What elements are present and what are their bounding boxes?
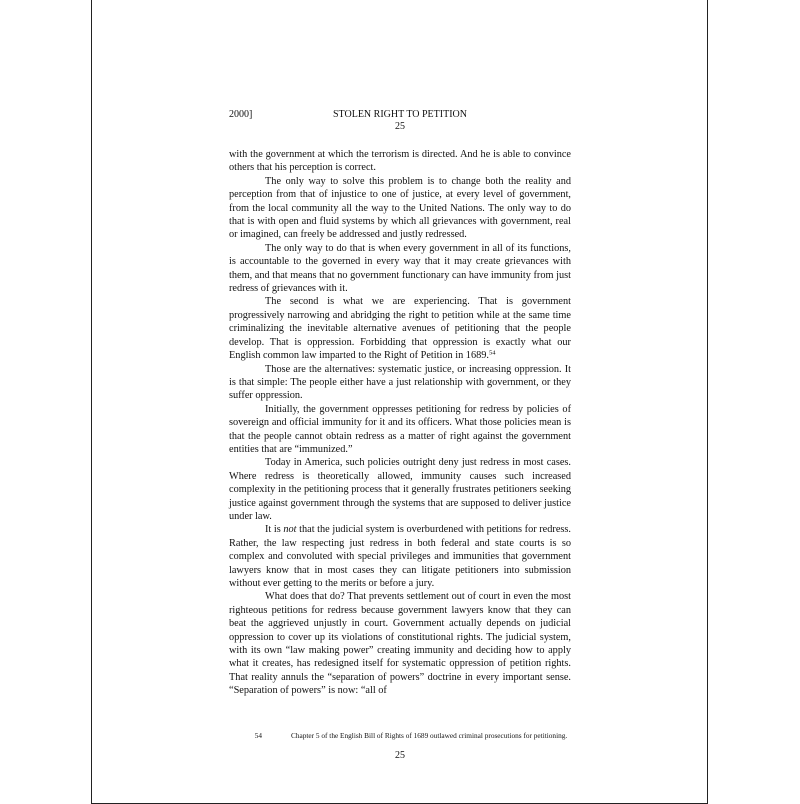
footnote	[229, 731, 571, 741]
paragraph-8-after: that the judicial system is overburdened with petitions for redress. Rather, the law respecting just redress in both federal and state courts is so complex and convoluted with special privileges and immunities that government lawyers know that in most cases they can litigate petitioners into submission without ever getting to the merits or before a jury.	[229, 524, 571, 589]
paragraph-8-emphasis: not	[283, 524, 297, 536]
paragraph-3: The only way to do that is when every government in all of its functions, is accountable to the governed in every way that it may create grievances with them, and that means that no government functionary can have immunity from just redress of grievances with it.	[229, 242, 571, 295]
paragraph-8-before: It is	[265, 524, 284, 536]
header-volume: 2000]	[229, 109, 253, 120]
footnote-text: Chapter 5 of the English Bill of Rights of 1689 outlawed criminal prosecutions for petitioning.	[291, 731, 568, 740]
running-header	[229, 109, 571, 135]
paragraph-8	[229, 523, 571, 590]
header-page-number: 25	[395, 121, 405, 132]
paragraph-4-text: The second is what we are experiencing. That is government progressively narrowing and abridging the right to petition while at the same time criminalizing the inevitable alternative avenues of petitioning that the people develop. That is oppression. Forbidding that oppression is exactly what our English common law imparted to the Right of Petition in 1689.	[229, 296, 571, 362]
paragraph-1: with the government at which the terrorism is directed. And he is able to convince others that his perception is correct.	[229, 149, 571, 174]
header-title: STOLEN RIGHT TO PETITION	[333, 109, 467, 120]
footer-page-number: 25	[395, 750, 405, 761]
paragraph-6: Initially, the government oppresses petitioning for redress by policies of sovereign and official immunity for it and its officers. What those policies mean is that the people cannot obtain redress as a matter of right against the government entities that are “immunized.”	[229, 403, 571, 455]
paragraph-2: The only way to solve this problem is to change both the reality and perception from that of injustice to one of justice, at every level of government, from the local community all the way to the United Nations. The only way to do that is with open and fluid systems by which all grievances with government, real or imagined, can freely be addressed and justly redressed.	[229, 175, 571, 241]
body-text	[229, 148, 571, 698]
paragraph-9: What does that do? That prevents settlement out of court in even the most righteous petitions for redress because government lawyers know that they can beat the aggrieved unjustly in court. Government actually depends on judicial oppression to cover up its violations of constitutional rights. The judicial system, with its own “law making power” creating immunity and deciding how to apply what it creates, has redesigned itself for systematic oppression of petition rights. That reality annuls the “separation of powers” doctrine in every important sense. “Separation of powers” is now: “all of	[229, 591, 571, 697]
paragraph-4	[229, 295, 571, 362]
footnote-number: 54	[254, 731, 262, 740]
footnote-ref-54[interactable]: 54	[488, 349, 496, 357]
paragraph-5: Those are the alternatives: systematic justice, or increasing oppression. It is that simple: The people either have a just relationship with government, or they suffer oppression.	[229, 363, 571, 402]
paragraph-7: Today in America, such policies outright deny just redress in most cases. Where redress is theoretically allowed, immunity causes such increased complexity in the petitioning process that it generally frustrates petitioners seeking justice against government through the systems that are supposed to deliver justice under law.	[229, 457, 571, 522]
